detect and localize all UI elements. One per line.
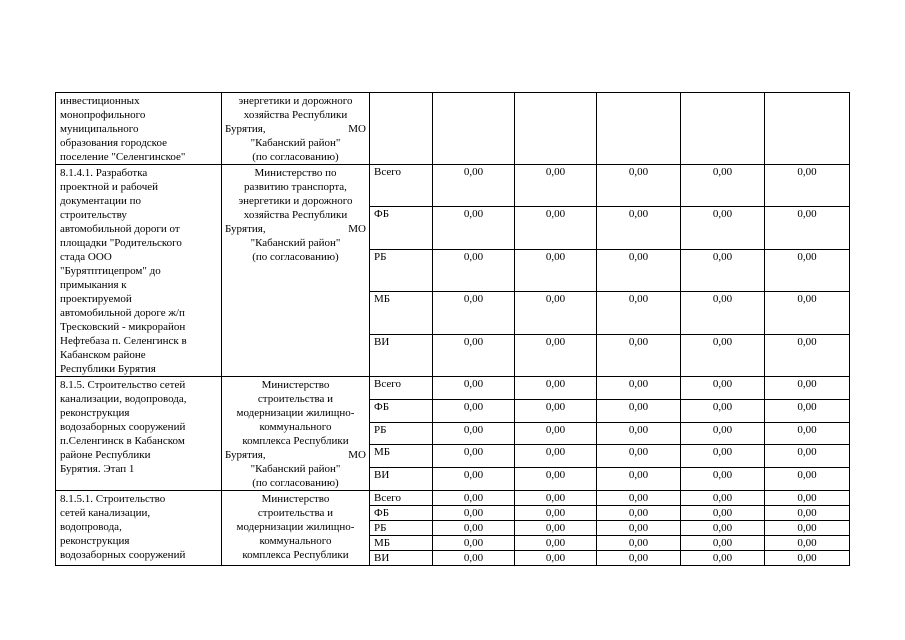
amount-cell xyxy=(597,93,681,165)
amount-cell: 0,00 xyxy=(765,207,850,249)
executor-line: модернизации жилищно- xyxy=(236,521,355,533)
executor-line: "Кабанский район" xyxy=(250,137,341,149)
executor-line: энергетики и дорожного xyxy=(238,95,353,107)
executor-mo-line xyxy=(225,122,366,136)
executor-line: строительства и xyxy=(257,507,334,519)
amount-cell: 0,00 xyxy=(515,399,597,422)
funding-source-cell: Всего xyxy=(370,165,433,207)
amount-cell: 0,00 xyxy=(597,399,681,422)
executor-mo-left: Бурятия, xyxy=(225,123,266,135)
table-row xyxy=(56,93,850,165)
amount-cell: 0,00 xyxy=(433,399,515,422)
executor-line: комплекса Республики xyxy=(242,435,349,447)
executor-mo-left: Бурятия, xyxy=(225,449,266,461)
measure-name-cell xyxy=(56,93,222,165)
measure-name-line: водозаборных сооружений xyxy=(60,549,186,561)
measure-name-line: поселение "Селенгинское" xyxy=(60,151,186,163)
measure-name-line: автомобильной дороги от xyxy=(60,223,180,235)
amount-cell: 0,00 xyxy=(765,536,850,551)
amount-cell: 0,00 xyxy=(597,491,681,506)
amount-cell: 0,00 xyxy=(765,165,850,207)
measure-name-line: Нефтебаза п. Селенгинск в xyxy=(60,335,187,347)
amount-cell: 0,00 xyxy=(433,551,515,566)
executor-cell xyxy=(222,165,370,377)
amount-cell: 0,00 xyxy=(433,536,515,551)
measure-name-line: автомобильной дороге ж/п xyxy=(60,307,185,319)
amount-cell: 0,00 xyxy=(681,445,765,468)
funding-source-cell xyxy=(370,93,433,165)
amount-cell: 0,00 xyxy=(597,292,681,334)
amount-cell: 0,00 xyxy=(597,334,681,376)
funding-source-cell: МБ xyxy=(370,445,433,468)
funding-source-cell: ВИ xyxy=(370,551,433,566)
amount-cell: 0,00 xyxy=(681,377,765,400)
amount-cell: 0,00 xyxy=(433,445,515,468)
amount-cell: 0,00 xyxy=(681,536,765,551)
amount-cell: 0,00 xyxy=(433,422,515,445)
amount-cell: 0,00 xyxy=(597,445,681,468)
funding-source-cell: РБ xyxy=(370,422,433,445)
amount-cell: 0,00 xyxy=(597,422,681,445)
amount-cell: 0,00 xyxy=(515,468,597,491)
amount-cell: 0,00 xyxy=(681,165,765,207)
executor-line: хозяйства Республики xyxy=(243,109,348,121)
amount-cell: 0,00 xyxy=(515,165,597,207)
executor-mo-left: Бурятия, xyxy=(225,223,266,235)
measure-name-line: площадки "Родительского xyxy=(60,237,182,249)
amount-cell: 0,00 xyxy=(681,551,765,566)
amount-cell: 0,00 xyxy=(765,377,850,400)
amount-cell: 0,00 xyxy=(433,491,515,506)
measure-name-line: Кабанском районе xyxy=(60,349,146,361)
measure-name-line: инвестиционных xyxy=(60,95,140,107)
amount-cell: 0,00 xyxy=(515,491,597,506)
amount-cell: 0,00 xyxy=(597,521,681,536)
amount-cell: 0,00 xyxy=(515,445,597,468)
executor-line: Министерство по xyxy=(254,167,337,179)
funding-source-cell: ВИ xyxy=(370,468,433,491)
measure-name-line: проектируемой xyxy=(60,293,132,305)
executor-mo-line xyxy=(225,448,366,462)
measure-name-line: 8.1.5. Строительство сетей xyxy=(60,379,186,391)
executor-line: Министерство xyxy=(261,379,330,391)
executor-cell xyxy=(222,93,370,165)
amount-cell: 0,00 xyxy=(515,536,597,551)
funding-source-cell: РБ xyxy=(370,249,433,291)
amount-cell: 0,00 xyxy=(433,207,515,249)
funding-source-cell: ФБ xyxy=(370,399,433,422)
measure-name-cell xyxy=(56,165,222,377)
amount-cell: 0,00 xyxy=(765,506,850,521)
amount-cell: 0,00 xyxy=(433,468,515,491)
amount-cell: 0,00 xyxy=(765,521,850,536)
amount-cell: 0,00 xyxy=(597,536,681,551)
amount-cell xyxy=(515,93,597,165)
amount-cell: 0,00 xyxy=(433,377,515,400)
amount-cell: 0,00 xyxy=(515,422,597,445)
measure-name-line: реконструкция xyxy=(60,407,130,419)
measure-name-line: 8.1.4.1. Разработка xyxy=(60,167,148,179)
amount-cell: 0,00 xyxy=(433,165,515,207)
amount-cell: 0,00 xyxy=(681,521,765,536)
amount-cell: 0,00 xyxy=(433,334,515,376)
executor-mo-right: МО xyxy=(348,223,366,235)
amount-cell: 0,00 xyxy=(433,521,515,536)
amount-cell: 0,00 xyxy=(433,506,515,521)
measure-name-line: проектной и рабочей xyxy=(60,181,159,193)
measure-name-line: реконструкция xyxy=(60,535,130,547)
measure-name-line: монопрофильного xyxy=(60,109,146,121)
program-table xyxy=(55,92,850,566)
executor-mo-right: МО xyxy=(348,123,366,135)
funding-source-cell: Всего xyxy=(370,377,433,400)
executor-line: (по согласованию) xyxy=(252,151,339,163)
amount-cell: 0,00 xyxy=(765,422,850,445)
funding-source-cell: МБ xyxy=(370,536,433,551)
amount-cell: 0,00 xyxy=(597,377,681,400)
measure-name-line: документации по xyxy=(60,195,141,207)
amount-cell: 0,00 xyxy=(681,506,765,521)
amount-cell: 0,00 xyxy=(765,249,850,291)
measure-name-line: образования городское xyxy=(60,137,167,149)
amount-cell xyxy=(765,93,850,165)
amount-cell: 0,00 xyxy=(681,491,765,506)
amount-cell: 0,00 xyxy=(681,422,765,445)
amount-cell: 0,00 xyxy=(515,521,597,536)
amount-cell: 0,00 xyxy=(597,249,681,291)
executor-line: Министерство xyxy=(261,493,330,505)
amount-cell: 0,00 xyxy=(597,207,681,249)
measure-name-line: Тресковский - микрорайон xyxy=(60,321,186,333)
executor-line: "Кабанский район" xyxy=(250,237,341,249)
measure-name-line: канализации, водопровода, xyxy=(60,393,187,405)
amount-cell: 0,00 xyxy=(765,468,850,491)
amount-cell: 0,00 xyxy=(681,207,765,249)
executor-line: модернизации жилищно- xyxy=(236,407,355,419)
measure-name-line: примыкания к xyxy=(60,279,127,291)
amount-cell: 0,00 xyxy=(681,334,765,376)
amount-cell: 0,00 xyxy=(681,399,765,422)
amount-cell: 0,00 xyxy=(765,491,850,506)
measure-name-line: Республики Бурятия xyxy=(60,363,156,375)
executor-line: хозяйства Республики xyxy=(243,209,348,221)
funding-source-cell: РБ xyxy=(370,521,433,536)
measure-name-line: п.Селенгинск в Кабанском xyxy=(60,435,185,447)
amount-cell: 0,00 xyxy=(765,399,850,422)
amount-cell: 0,00 xyxy=(681,468,765,491)
amount-cell: 0,00 xyxy=(515,551,597,566)
amount-cell: 0,00 xyxy=(597,468,681,491)
measure-name-line: муниципального xyxy=(60,123,139,135)
executor-line: комплекса Республики xyxy=(242,549,349,561)
measure-name-cell xyxy=(56,491,222,566)
measure-name-line: "Бурятптицепром" до xyxy=(60,265,161,277)
funding-source-cell: ВИ xyxy=(370,334,433,376)
measure-name-line: 8.1.5.1. Строительство xyxy=(60,493,166,505)
amount-cell: 0,00 xyxy=(597,506,681,521)
executor-line: строительства и xyxy=(257,393,334,405)
measure-name-line: районе Республики xyxy=(60,449,151,461)
executor-cell xyxy=(222,491,370,566)
amount-cell xyxy=(681,93,765,165)
amount-cell: 0,00 xyxy=(681,249,765,291)
amount-cell: 0,00 xyxy=(597,551,681,566)
amount-cell: 0,00 xyxy=(597,165,681,207)
table-body xyxy=(56,93,850,566)
measure-name-cell xyxy=(56,377,222,491)
amount-cell: 0,00 xyxy=(765,292,850,334)
amount-cell: 0,00 xyxy=(515,506,597,521)
amount-cell: 0,00 xyxy=(433,249,515,291)
executor-line: развитию транспорта, xyxy=(244,181,347,193)
executor-line: энергетики и дорожного xyxy=(238,195,353,207)
measure-name-line: водопровода, xyxy=(60,521,122,533)
executor-line: коммунального xyxy=(259,421,332,433)
funding-source-cell: Всего xyxy=(370,491,433,506)
amount-cell: 0,00 xyxy=(681,292,765,334)
table-row xyxy=(56,491,850,506)
table-row xyxy=(56,377,850,400)
amount-cell: 0,00 xyxy=(765,334,850,376)
executor-line: коммунального xyxy=(259,535,332,547)
amount-cell: 0,00 xyxy=(515,207,597,249)
amount-cell: 0,00 xyxy=(515,334,597,376)
measure-name-line: строительству xyxy=(60,209,127,221)
measure-name-line: сетей канализации, xyxy=(60,507,151,519)
measure-name-line: Бурятия. Этап 1 xyxy=(60,463,135,475)
amount-cell: 0,00 xyxy=(765,551,850,566)
amount-cell xyxy=(433,93,515,165)
measure-name-line: водозаборных сооружений xyxy=(60,421,186,433)
executor-cell xyxy=(222,377,370,491)
amount-cell: 0,00 xyxy=(515,292,597,334)
executor-line: (по согласованию) xyxy=(252,477,339,489)
amount-cell: 0,00 xyxy=(515,249,597,291)
amount-cell: 0,00 xyxy=(515,377,597,400)
funding-source-cell: ФБ xyxy=(370,207,433,249)
table-row xyxy=(56,165,850,207)
executor-line: "Кабанский район" xyxy=(250,463,341,475)
executor-mo-right: МО xyxy=(348,449,366,461)
executor-mo-line xyxy=(225,222,366,236)
funding-source-cell: МБ xyxy=(370,292,433,334)
amount-cell: 0,00 xyxy=(433,292,515,334)
amount-cell: 0,00 xyxy=(765,445,850,468)
executor-line: (по согласованию) xyxy=(252,251,339,263)
measure-name-line: стада ООО xyxy=(60,251,112,263)
funding-source-cell: ФБ xyxy=(370,506,433,521)
